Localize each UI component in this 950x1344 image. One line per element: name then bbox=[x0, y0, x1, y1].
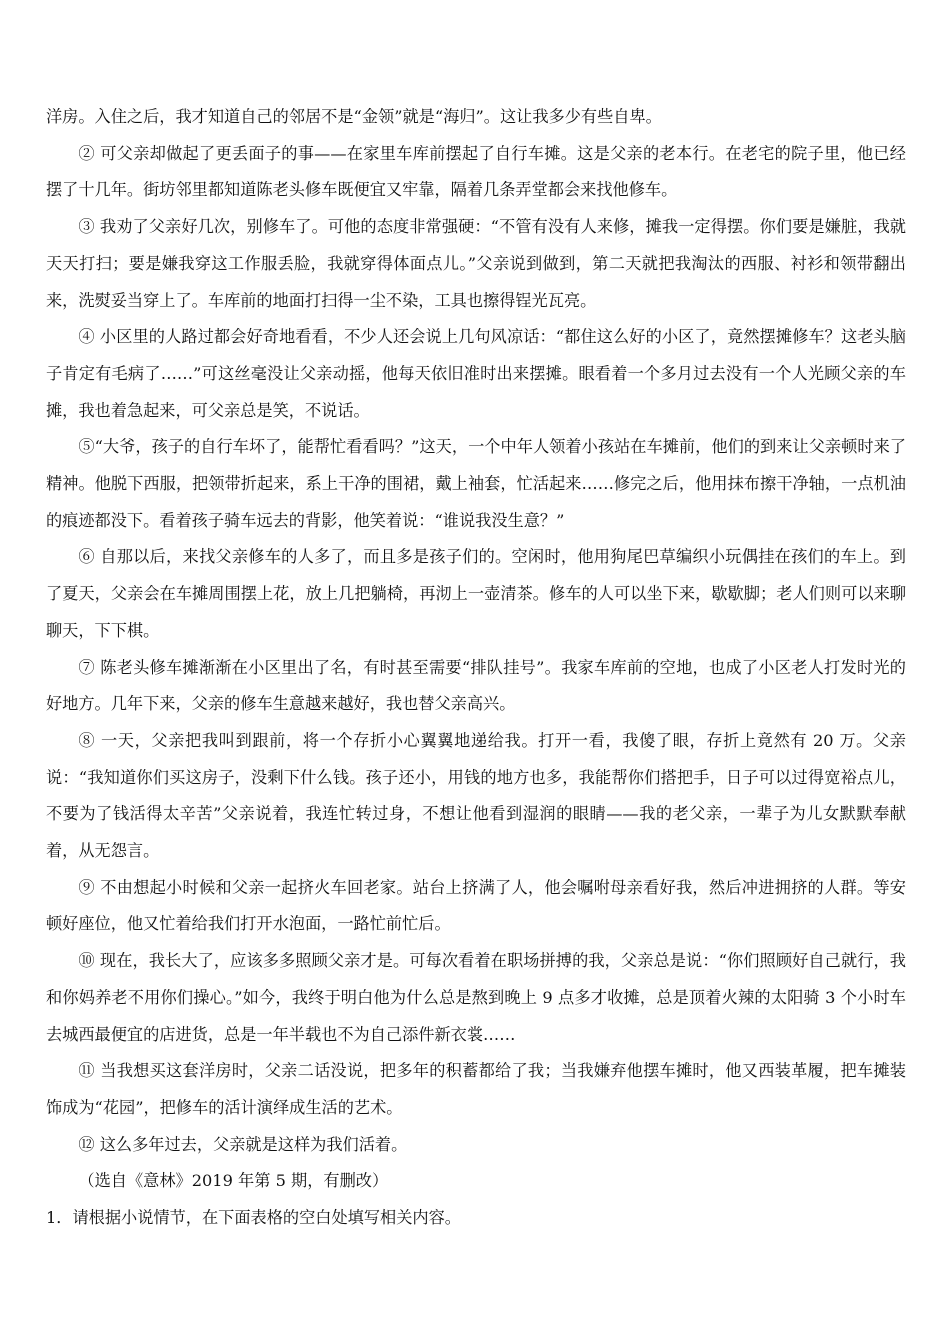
paragraph-4: ④ 小区里的人路过都会好奇地看看，不少人还会说上几句风凉话：“都住这么好的小区了，竟然摆摊修车？这老头脑子肯定有毛病了……”可这丝毫没让父亲动摇，他每天依旧准时出来摆摊。眼看着一个多月过去没有一个人光顾父亲的车摊，我也着急起来，可父亲总是笑，不说话。 bbox=[46, 327, 906, 420]
article-body bbox=[46, 99, 906, 1237]
paragraph-3: ③ 我劝了父亲好几次，别修车了。可他的态度非常强硬：“不管有没有人来修，摊我一定得摆。你们要是嫌脏，我就天天打扫；要是嫌我穿这工作服丢脸，我就穿得体面点儿。”父亲说到做到，第二天就把我淘汰的西服、衬衫和领带翻出来，洗熨妥当穿上了。车库前的地面打扫得一尘不染，工具也擦得锃光瓦亮。 bbox=[46, 217, 906, 310]
paragraph-2: ② 可父亲却做起了更丢面子的事——在家里车库前摆起了自行车摊。这是父亲的老本行。在老宅的院子里，他已经摆了十几年。街坊邻里都知道陈老头修车既便宜又牢靠，隔着几条弄堂都会来找他修车。 bbox=[46, 143, 906, 200]
paragraph-7: ⑦ 陈老头修车摊渐渐在小区里出了名，有时甚至需要“排队挂号”。我家车库前的空地，也成了小区老人打发时光的好地方。几年下来，父亲的修车生意越来越好，我也替父亲高兴。 bbox=[46, 657, 906, 714]
paragraph-6: ⑥ 自那以后，来找父亲修车的人多了，而且多是孩子们的。空闲时，他用狗尾巴草编织小玩偶挂在孩们的车上。到了夏天，父亲会在车摊周围摆上花，放上几把躺椅，再沏上一壶清茶。修车的人可以坐下来，歇歇脚；老人们则可以来聊聊天，下下棋。 bbox=[46, 547, 906, 640]
paragraph-9: ⑨ 不由想起小时候和父亲一起挤火车回老家。站台上挤满了人，他会嘱咐母亲看好我，然后冲进拥挤的人群。等安顿好座位，他又忙着给我们打开水泡面，一路忙前忙后。 bbox=[46, 877, 906, 934]
paragraph-8: ⑧ 一天，父亲把我叫到跟前，将一个存折小心翼翼地递给我。打开一看，我傻了眼，存折上竟然有 20 万。父亲说：“我知道你们买这房子，没剩下什么钱。孩子还小，用钱的地方也多，我能帮你们搭把手，日子可以过得宽裕点儿，不要为了钱活得太辛苦”父亲说着，我连忙转过身，不想让他看到湿润的眼睛——我的老父亲，一辈子为儿女默默奉献着，从无怨言。 bbox=[46, 730, 906, 861]
paragraph-11: ⑪ 当我想买这套洋房时，父亲二话没说，把多年的积蓄都给了我；当我嫌弃他摆车摊时，他又西装革履，把车摊装饰成为“花园”，把修车的活计演绎成生活的艺术。 bbox=[46, 1061, 906, 1117]
paragraph-10: ⑩ 现在，我长大了，应该多多照顾父亲才是。可每次看着在职场拼搏的我，父亲总是说：“你们照顾好自己就行，我和你妈养老不用你们操心。”如今，我终于明白他为什么总是熬到晚上 9 点多才收摊，总是顶着火辣的太阳骑 3 个小时车去城西最便宜的店进货，总是一年半载也不为自己添件新衣裳…… bbox=[46, 951, 906, 1044]
source-citation: （选自《意林》2019 年第 5 期，有删改） bbox=[78, 1171, 389, 1191]
paragraph-12: ⑫ 这么多年过去，父亲就是这样为我们活着。 bbox=[78, 1134, 408, 1154]
paragraph-1-continued: 洋房。入住之后，我才知道自己的邻居不是“金领”就是“海归”。这让我多少有些自卑。 bbox=[46, 107, 662, 126]
question-1: 1．请根据小说情节，在下面表格的空白处填写相关内容。 bbox=[46, 1208, 461, 1228]
paragraph-5: ⑤“大爷，孩子的自行车坏了，能帮忙看看吗？”这天，一个中年人领着小孩站在车摊前，他们的到来让父亲顿时来了精神。他脱下西服，把领带折起来，系上干净的围裙，戴上袖套，忙活起来……修完之后，他用抹布擦干净轴，一点机油的痕迹都没下。看着孩子骑车远去的背影，他笑着说：“谁说我没生意？” bbox=[46, 437, 906, 530]
